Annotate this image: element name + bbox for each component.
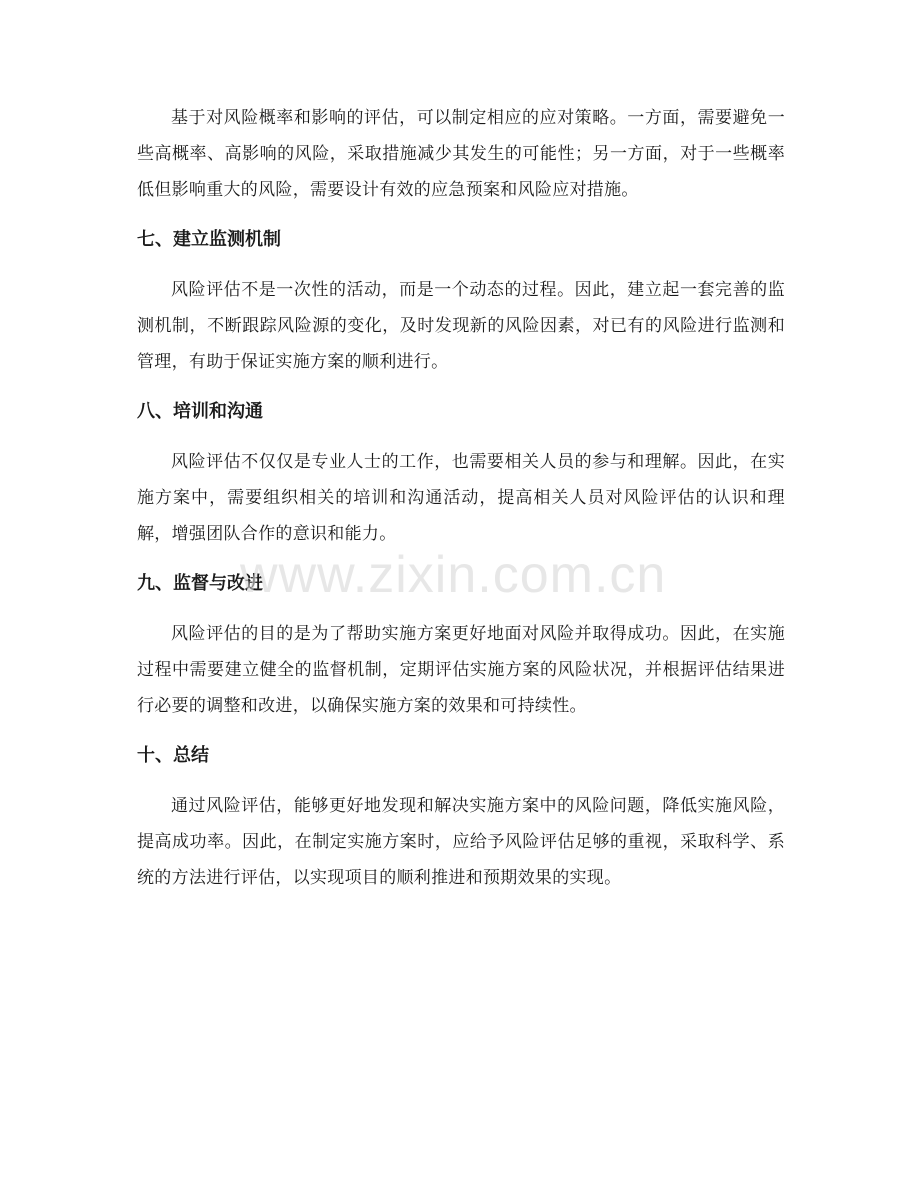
- section-heading-9: 九、监督与改进: [137, 573, 263, 594]
- intro-paragraph: 基于对风险概率和影响的评估，可以制定相应的应对策略。一方面，需要避免一些高概率、高影响的风险，采取措施减少其发生的可能性；另一方面，对于一些概率低但影响重大的风险，需要设计有效的应急预案和风险应对措施。: [137, 108, 785, 200]
- section-paragraph-9: 风险评估的目的是为了帮助实施方案更好地面对风险并取得成功。因此，在实施过程中需要建立健全的监督机制，定期评估实施方案的风险状况，并根据评估结果进行必要的调整和改进，以确保实施方案的效果和可持续性。: [137, 624, 785, 716]
- document-body: [137, 100, 785, 896]
- watermark: www.zixin.com.cn: [240, 546, 667, 604]
- section-heading-8: 八、培训和沟通: [137, 401, 263, 422]
- section-paragraph-10: 通过风险评估，能够更好地发现和解决实施方案中的风险问题，降低实施风险，提高成功率。因此，在制定实施方案时，应给予风险评估足够的重视，采取科学、系统的方法进行评估，以实现项目的顺利推进和预期效果的实现。: [137, 796, 785, 888]
- section-heading-10: 十、总结: [137, 745, 209, 766]
- section-paragraph-7: 风险评估不是一次性的活动，而是一个动态的过程。因此，建立起一套完善的监测机制，不断跟踪风险源的变化，及时发现新的风险因素，对已有的风险进行监测和管理，有助于保证实施方案的顺利进行。: [137, 280, 785, 372]
- section-heading-7: 七、建立监测机制: [137, 229, 281, 250]
- section-paragraph-8: 风险评估不仅仅是专业人士的工作，也需要相关人员的参与和理解。因此，在实施方案中，需要组织相关的培训和沟通活动，提高相关人员对风险评估的认识和理解，增强团队合作的意识和能力。: [137, 452, 785, 544]
